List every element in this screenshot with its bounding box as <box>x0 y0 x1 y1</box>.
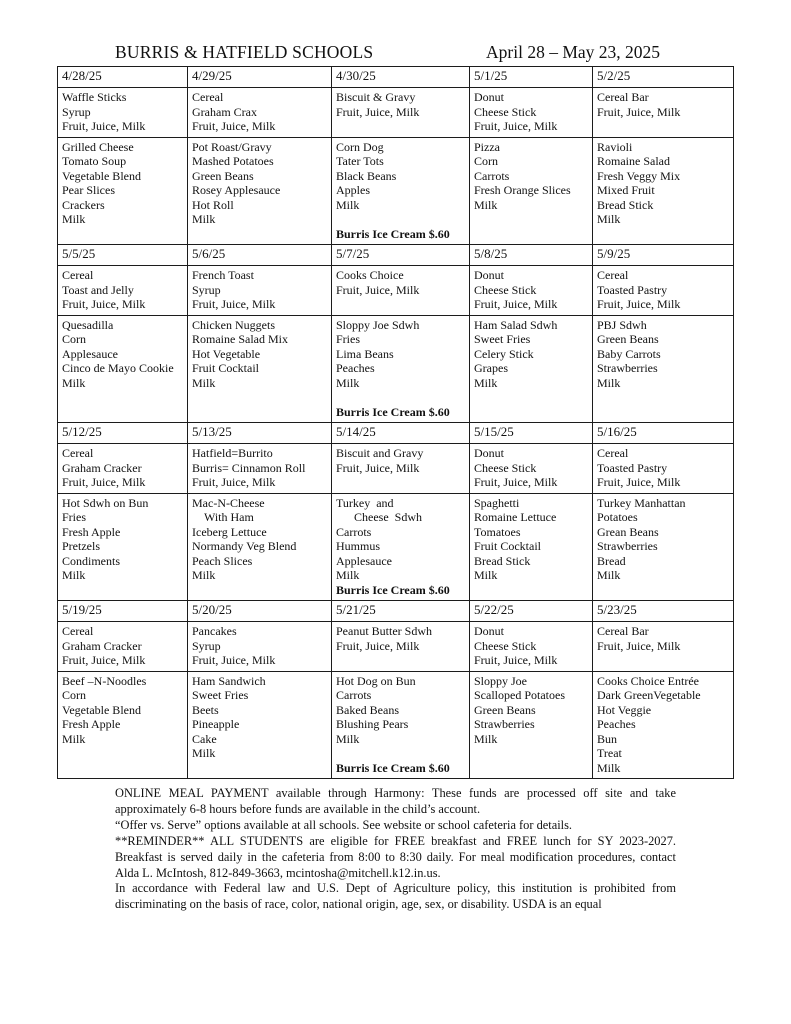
menu-line: Cooks Choice <box>336 268 404 282</box>
menu-line: French Toast <box>192 268 254 282</box>
menu-line: Fresh Veggy Mix <box>597 168 681 183</box>
week-3-lunch-row <box>58 493 734 601</box>
date-cell: 5/22/25 <box>470 601 593 622</box>
menu-line: Fries <box>336 332 360 346</box>
date-cell: 5/7/25 <box>332 245 470 266</box>
breakfast-cell <box>470 266 593 316</box>
date-cell: 5/19/25 <box>58 601 188 622</box>
menu-line: Hot Roll <box>192 197 234 212</box>
menu-line: Pancakes <box>192 624 237 638</box>
menu-line: Spaghetti <box>474 495 520 510</box>
menu-line: Hot Veggie <box>597 702 652 717</box>
menu-line: With Ham <box>192 510 254 524</box>
menu-line: Corn Dog <box>336 139 384 154</box>
menu-line: Cereal <box>597 268 629 282</box>
menu-line: Fruit, Juice, Milk <box>597 475 681 489</box>
lunch-cell <box>188 315 332 423</box>
menu-line: Graham Cracker <box>62 638 142 653</box>
date-cell: 5/1/25 <box>470 67 593 88</box>
menu-line: Potatoes <box>597 510 638 524</box>
lunch-cell <box>58 671 188 779</box>
menu-line: Chicken Nuggets <box>192 317 275 332</box>
menu-line: Romaine Lettuce <box>474 510 557 524</box>
date-cell: 5/2/25 <box>593 67 734 88</box>
menu-line: Cheese Stick <box>474 638 537 653</box>
menu-line: Turkey and <box>336 495 394 510</box>
menu-line: Milk <box>336 731 360 746</box>
menu-line: Hummus <box>336 539 381 553</box>
footer-line: In accordance with Federal law and U.S. Dept of Agriculture policy, this institution is prohibited from <box>115 881 676 896</box>
ice-cream-note: Burris Ice Cream $.60 <box>336 404 450 419</box>
menu-line: Pretzels <box>62 539 100 553</box>
menu-line: Cereal <box>597 446 629 460</box>
breakfast-cell <box>593 266 734 316</box>
menu-line: Strawberries <box>474 717 535 731</box>
menu-line: Fruit Cocktail <box>192 361 259 375</box>
menu-line: Corn <box>62 332 86 346</box>
lunch-cell <box>470 671 593 779</box>
menu-line: Cooks Choice Entrée <box>597 673 699 688</box>
lunch-cell <box>58 493 188 601</box>
menu-line: Fruit, Juice, Milk <box>597 104 681 119</box>
menu-line: Cereal <box>62 446 94 460</box>
menu-line: Corn <box>62 688 86 702</box>
breakfast-cell <box>593 444 734 494</box>
menu-line: Turkey Manhattan <box>597 495 686 510</box>
menu-line: Grilled Cheese <box>62 139 134 154</box>
lunch-cell <box>332 137 470 245</box>
menu-line: Fruit, Juice, Milk <box>192 475 276 489</box>
menu-line: Tater Tots <box>336 154 384 168</box>
menu-line: Toast and Jelly <box>62 282 134 297</box>
menu-line: Graham Cracker <box>62 460 142 475</box>
menu-line: Crackers <box>62 197 105 212</box>
menu-line: Milk <box>336 375 360 390</box>
menu-line: Applesauce <box>336 553 392 568</box>
week-3-breakfast-row <box>58 444 734 494</box>
menu-line: Donut <box>474 90 504 104</box>
menu-line: Hatfield=Burrito <box>192 446 273 460</box>
blank-line <box>336 390 466 405</box>
footer-line: Breakfast is served daily in the cafeteria from 8:00 to 8:30 daily. For meal modification procedures, contact <box>115 849 676 864</box>
menu-line: Pot Roast/Gravy <box>192 139 272 154</box>
menu-line: Mashed Potatoes <box>192 154 274 168</box>
week-3-date-row <box>58 423 734 444</box>
date-cell: 4/29/25 <box>188 67 332 88</box>
menu-line: Ham Salad Sdwh <box>474 317 558 332</box>
footer-line: **REMINDER** ALL STUDENTS are eligible for FREE breakfast and FREE lunch for SY 2023-2027. <box>115 833 676 848</box>
menu-line: Fresh Apple <box>62 524 121 539</box>
breakfast-cell <box>332 444 470 494</box>
menu-line: Applesauce <box>62 346 118 361</box>
menu-line: Beets <box>192 702 219 717</box>
breakfast-cell <box>188 444 332 494</box>
week-2-date-row <box>58 245 734 266</box>
menu-line: Tomato Soup <box>62 154 127 168</box>
lunch-cell <box>58 137 188 245</box>
menu-line: Syrup <box>192 638 221 653</box>
menu-line: Carrots <box>336 688 372 702</box>
menu-line: Sloppy Joe <box>474 673 528 688</box>
menu-line: Iceberg Lettuce <box>192 524 267 539</box>
menu-line: Cereal <box>62 624 94 638</box>
menu-line: Hot Dog on Bun <box>336 673 416 688</box>
breakfast-cell <box>58 266 188 316</box>
week-2-breakfast-row <box>58 266 734 316</box>
menu-line: Milk <box>474 731 498 746</box>
menu-line: Milk <box>336 568 360 582</box>
breakfast-cell <box>188 266 332 316</box>
date-cell: 5/15/25 <box>470 423 593 444</box>
menu-line: Lima Beans <box>336 346 394 361</box>
menu-line: Fruit, Juice, Milk <box>62 119 146 133</box>
menu-line: Milk <box>192 375 216 390</box>
menu-line: Milk <box>474 197 498 212</box>
lunch-cell <box>332 315 470 423</box>
menu-line: Milk <box>597 375 621 390</box>
menu-line: Milk <box>336 197 360 212</box>
menu-line: Toasted Pastry <box>597 460 668 475</box>
menu-line: Fries <box>62 510 86 524</box>
menu-line: Sloppy Joe Sdwh <box>336 317 420 332</box>
menu-line: Bread Stick <box>474 553 531 568</box>
menu-line: Bread Stick <box>597 197 654 212</box>
blank-line <box>336 746 466 761</box>
menu-line: Dark GreenVegetable <box>597 688 701 702</box>
breakfast-cell <box>58 444 188 494</box>
menu-line: Beef –N-Noodles <box>62 673 147 688</box>
footer-line: discriminating on the basis of race, color, national origin, age, sex, or disability. USDA is an equal <box>115 897 602 912</box>
menu-line: Donut <box>474 624 504 638</box>
menu-line: Apples <box>336 183 370 197</box>
week-1-breakfast-row <box>58 88 734 138</box>
menu-line: Fruit, Juice, Milk <box>474 119 558 133</box>
menu-line: Sweet Fries <box>192 688 249 702</box>
menu-line: Cereal <box>62 268 94 282</box>
date-cell: 5/21/25 <box>332 601 470 622</box>
menu-line: Fruit, Juice, Milk <box>62 653 146 667</box>
menu-line: Fruit, Juice, Milk <box>474 297 558 311</box>
lunch-cell <box>470 315 593 423</box>
lunch-cell <box>188 493 332 601</box>
lunch-cell <box>593 137 734 245</box>
week-4-date-row <box>58 601 734 622</box>
menu-table <box>57 66 734 779</box>
menu-line: Mixed Fruit <box>597 183 655 197</box>
ice-cream-note: Burris Ice Cream $.60 <box>336 226 450 241</box>
menu-line: Ham Sandwich <box>192 673 266 688</box>
menu-line: Fruit, Juice, Milk <box>336 282 420 297</box>
footer-line: Alda L. McIntosh, 812-849-3663, mcintosha@mitchell.k12.in.us. <box>115 865 441 880</box>
menu-line: Celery Stick <box>474 346 534 361</box>
menu-line: Strawberries <box>597 539 658 553</box>
lunch-cell <box>470 493 593 601</box>
menu-line: Vegetable Blend <box>62 168 141 183</box>
lunch-cell <box>58 315 188 423</box>
menu-line: Pizza <box>474 139 500 154</box>
menu-line: Green Beans <box>192 168 254 183</box>
menu-line: Sweet Fries <box>474 332 531 346</box>
breakfast-cell <box>470 622 593 672</box>
breakfast-cell <box>332 88 470 138</box>
week-4-lunch-row <box>58 671 734 779</box>
menu-line: Fruit, Juice, Milk <box>597 297 681 311</box>
lunch-cell <box>593 493 734 601</box>
breakfast-cell <box>58 88 188 138</box>
menu-line: Fruit, Juice, Milk <box>474 475 558 489</box>
menu-line: Cheese Stick <box>474 460 537 475</box>
breakfast-cell <box>332 622 470 672</box>
menu-line: Syrup <box>192 282 221 297</box>
menu-line: Baby Carrots <box>597 346 661 361</box>
date-cell: 5/16/25 <box>593 423 734 444</box>
menu-line: Pineapple <box>192 717 240 731</box>
date-cell: 5/14/25 <box>332 423 470 444</box>
breakfast-cell <box>593 88 734 138</box>
menu-line: Burris= Cinnamon Roll <box>192 460 306 475</box>
date-cell: 5/5/25 <box>58 245 188 266</box>
menu-table-body <box>58 67 734 779</box>
menu-line: Milk <box>597 760 621 775</box>
menu-line: Biscuit & Gravy <box>336 90 416 104</box>
menu-line: Fruit, Juice, Milk <box>474 653 558 667</box>
date-range: April 28 – May 23, 2025 <box>486 42 661 62</box>
menu-line: Milk <box>192 568 216 582</box>
lunch-cell <box>593 315 734 423</box>
menu-line: Cheese Sdwh <box>336 510 422 524</box>
menu-line: Rosey Applesauce <box>192 183 281 197</box>
menu-line: Milk <box>474 568 498 582</box>
date-cell: 4/28/25 <box>58 67 188 88</box>
menu-line: Fruit, Juice, Milk <box>336 104 420 119</box>
date-cell: 5/20/25 <box>188 601 332 622</box>
menu-line: Fruit Cocktail <box>474 539 541 553</box>
menu-line: Condiments <box>62 553 121 568</box>
menu-line: Baked Beans <box>336 702 399 717</box>
menu-line: Fruit, Juice, Milk <box>336 460 420 475</box>
menu-line: Cinco de Mayo Cookie <box>62 361 174 375</box>
menu-line: Milk <box>192 746 216 760</box>
menu-line: Romaine Salad Mix <box>192 332 288 346</box>
menu-line: Cereal <box>192 90 224 104</box>
date-cell: 5/6/25 <box>188 245 332 266</box>
lunch-cell <box>332 493 470 601</box>
breakfast-cell <box>593 622 734 672</box>
menu-line: Normandy Veg Blend <box>192 539 297 553</box>
menu-line: Strawberries <box>597 361 658 375</box>
lunch-cell <box>188 671 332 779</box>
menu-line: Green Beans <box>474 702 536 717</box>
menu-line: Treat <box>597 746 622 760</box>
document-header <box>0 0 791 66</box>
menu-line: Scalloped Potatoes <box>474 688 565 702</box>
menu-line: Milk <box>62 375 86 390</box>
menu-line: Peaches <box>336 361 375 375</box>
date-cell: 5/12/25 <box>58 423 188 444</box>
menu-line: Cereal Bar <box>597 90 649 104</box>
lunch-cell <box>188 137 332 245</box>
menu-line: Pear Slices <box>62 183 115 197</box>
menu-line: Fruit, Juice, Milk <box>62 297 146 311</box>
menu-line: Fruit, Juice, Milk <box>62 475 146 489</box>
footer-line: approximately 6-8 hours before funds are available in the child’s account. <box>115 801 481 816</box>
date-cell: 4/30/25 <box>332 67 470 88</box>
menu-line: Quesadilla <box>62 317 114 332</box>
menu-line: Fruit, Juice, Milk <box>192 119 276 133</box>
week-1-date-row <box>58 67 734 88</box>
footer-line: “Offer vs. Serve” options available at all schools. See website or school cafeteria for details. <box>115 817 573 832</box>
menu-line: Waffle Sticks <box>62 90 127 104</box>
menu-line: Grean Beans <box>597 524 659 539</box>
menu-line: Mac-N-Cheese <box>192 495 265 510</box>
week-2-lunch-row <box>58 315 734 423</box>
menu-line: Fruit, Juice, Milk <box>597 638 681 653</box>
week-1-lunch-row <box>58 137 734 245</box>
blank-line <box>336 212 466 227</box>
menu-line: Hot Sdwh on Bun <box>62 495 149 510</box>
page-title: BURRIS & HATFIELD SCHOOLS <box>115 42 374 62</box>
menu-line: Donut <box>474 268 504 282</box>
menu-line: Milk <box>62 212 86 226</box>
date-cell: 5/13/25 <box>188 423 332 444</box>
menu-line: Vegetable Blend <box>62 702 141 717</box>
menu-line: Tomatoes <box>474 524 521 539</box>
breakfast-cell <box>332 266 470 316</box>
menu-line: Blushing Pears <box>336 717 409 731</box>
week-4-breakfast-row <box>58 622 734 672</box>
menu-line: Biscuit and Gravy <box>336 446 424 460</box>
menu-line: Ravioli <box>597 139 633 154</box>
menu-line: Fresh Orange Slices <box>474 183 571 197</box>
date-cell: 5/23/25 <box>593 601 734 622</box>
footer-line: ONLINE MEAL PAYMENT available through Harmony: These funds are processed off site and take <box>115 786 676 800</box>
menu-line: Milk <box>192 212 216 226</box>
menu-line: Milk <box>474 375 498 390</box>
menu-line: Peanut Butter Sdwh <box>336 624 432 638</box>
ice-cream-note: Burris Ice Cream $.60 <box>336 760 450 775</box>
menu-line: Bun <box>597 731 618 746</box>
menu-line: Hot Vegetable <box>192 346 261 361</box>
breakfast-cell <box>58 622 188 672</box>
menu-line: Milk <box>597 212 621 226</box>
menu-line: Peach Slices <box>192 553 253 568</box>
menu-line: PBJ Sdwh <box>597 317 647 332</box>
menu-line: Peaches <box>597 717 636 731</box>
menu-line: Cake <box>192 731 217 746</box>
date-cell: 5/8/25 <box>470 245 593 266</box>
breakfast-cell <box>188 622 332 672</box>
menu-line: Cereal Bar <box>597 624 649 638</box>
menu-line: Toasted Pastry <box>597 282 668 297</box>
menu-line: Bread <box>597 553 626 568</box>
menu-line: Cheese Stick <box>474 104 537 119</box>
menu-line: Cheese Stick <box>474 282 537 297</box>
menu-line: Fruit, Juice, Milk <box>192 653 276 667</box>
footer-notes <box>115 786 676 913</box>
menu-line: Milk <box>62 568 86 582</box>
menu-line: Carrots <box>336 524 372 539</box>
lunch-cell <box>470 137 593 245</box>
menu-line: Milk <box>62 731 86 746</box>
menu-line: Grapes <box>474 361 508 375</box>
menu-line: Fruit, Juice, Milk <box>192 297 276 311</box>
menu-line: Fresh Apple <box>62 717 121 731</box>
breakfast-cell <box>470 88 593 138</box>
menu-line: Green Beans <box>597 332 659 346</box>
menu-line: Fruit, Juice, Milk <box>336 638 420 653</box>
date-cell: 5/9/25 <box>593 245 734 266</box>
ice-cream-note: Burris Ice Cream $.60 <box>336 582 450 597</box>
lunch-cell <box>332 671 470 779</box>
menu-line: Donut <box>474 446 504 460</box>
menu-line: Carrots <box>474 168 510 183</box>
menu-line: Romaine Salad <box>597 154 670 168</box>
menu-line: Syrup <box>62 104 91 119</box>
breakfast-cell <box>188 88 332 138</box>
breakfast-cell <box>470 444 593 494</box>
menu-line: Corn <box>474 154 498 168</box>
lunch-cell <box>593 671 734 779</box>
menu-line: Black Beans <box>336 168 397 183</box>
menu-line: Graham Crax <box>192 104 257 119</box>
menu-line: Milk <box>597 568 621 582</box>
